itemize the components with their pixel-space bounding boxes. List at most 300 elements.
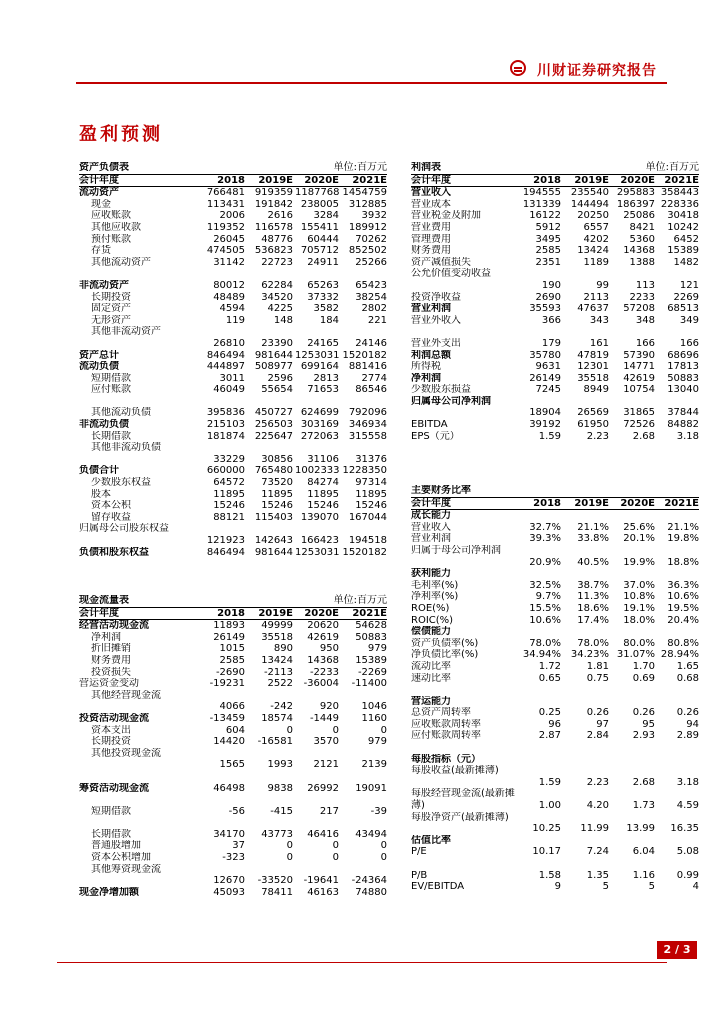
row-label: 估值比率 [411,834,451,846]
row-label: 经营活动现金流 [79,620,149,632]
row-value: 46416 [307,828,339,840]
row-label: EBITDA [411,419,448,431]
row-value: 846494 [206,349,245,361]
row-value: 2616 [267,210,293,222]
row-value: 0.26 [676,707,699,719]
row-value: 9631 [535,361,561,373]
row-value: 97314 [355,477,387,489]
row-value: 0.75 [586,672,609,684]
row-value: 2.93 [632,730,655,742]
row-value: 604 [225,724,245,736]
table-row [411,522,699,534]
row-value: 660000 [206,465,245,477]
row-value: -11400 [351,678,387,690]
row-value: 65263 [307,279,339,291]
row-value: 37 [232,840,245,852]
table-title-row [411,485,699,497]
row-value: 235540 [570,187,609,199]
row-value: 39.3% [529,533,561,545]
row-value: 7245 [535,384,561,396]
row-value: -13459 [209,712,245,724]
header-year: 2018 [217,607,245,619]
row-value: 1015 [219,643,245,655]
row-value: 852502 [348,245,387,257]
row-value: 84882 [667,419,699,431]
row-value: 62284 [261,279,293,291]
page-number: 2 / 3 [657,941,697,959]
row-value: 11893 [213,620,245,632]
row-label: 速动比率 [411,672,451,684]
row-value: 18.6% [577,602,609,614]
row-value: 0 [286,852,293,864]
row-value: 705712 [300,245,339,257]
row-value: 14368 [307,654,339,666]
table-row [411,373,699,385]
row-value: 119 [225,314,245,326]
row-value: 1187768 [295,187,340,199]
row-label: 流动资产 [79,187,119,199]
row-value: 34170 [213,828,245,840]
table-row [79,187,389,199]
row-value: 890 [273,643,293,655]
row-value: 1993 [267,759,293,771]
row-label: 成长能力 [411,510,451,522]
row-value: 26992 [307,782,339,794]
row-value: 444897 [206,361,245,373]
header-year: 2021E [352,174,387,186]
header-year: 2021E [664,174,699,186]
row-label: 投资净收益 [411,291,461,303]
row-value: 10242 [667,221,699,233]
row-value: 179 [541,337,561,349]
table-row [411,338,699,350]
row-value: 0 [286,840,293,852]
row-value: -1449 [309,712,339,724]
table-row [79,643,389,655]
row-value: 18574 [261,712,293,724]
row-label: 营业外收入 [411,314,461,326]
row-value: 1520182 [342,349,387,361]
row-value: 10.25 [532,823,561,835]
row-value: 5360 [629,233,655,245]
table-row [79,477,389,489]
row-value: 1.72 [538,660,561,672]
row-value: 24165 [307,337,339,349]
row-value: 2139 [361,759,387,771]
row-label: 营业利润 [411,303,451,315]
row-value: 48776 [261,233,293,245]
table-row [79,512,389,524]
row-value: 536823 [254,245,293,257]
header-year: 2020E [304,607,339,619]
row-value: 184 [319,314,339,326]
row-value: 1228350 [342,465,387,477]
row-value: 624699 [300,407,339,419]
row-value: -242 [270,701,293,713]
row-value: 1.59 [538,430,561,442]
row-label: 资本支出 [91,724,131,736]
row-value: 366 [541,314,561,326]
table-row [411,533,699,545]
row-value: 1.81 [586,660,609,672]
row-label: 股本 [91,488,111,500]
row-value: 0.65 [538,672,561,684]
row-value: 186397 [616,198,655,210]
row-value: 68696 [667,349,699,361]
row-value: 95 [642,718,655,730]
row-value: 97 [596,718,609,730]
row-value: 1160 [361,712,387,724]
table-row [411,696,699,708]
row-label: 投资活动现金流 [79,712,149,724]
table-header-row [411,175,699,188]
cashflow-table [79,595,389,898]
row-value: 84274 [307,477,339,489]
row-value: 0.25 [538,707,561,719]
table-row [411,719,699,731]
row-value: 31.07% [616,649,655,661]
table-row [411,649,699,661]
row-value: 2351 [535,256,561,268]
row-label: 投资损失 [91,666,131,678]
row-value: 920 [319,701,339,713]
row-value: 13424 [261,654,293,666]
row-value: 15389 [667,245,699,257]
row-value: 30856 [261,453,293,465]
row-label: 营业税金及附加 [411,210,481,222]
table-row [411,707,699,719]
table-row [79,419,389,431]
table-row [79,864,389,887]
row-value: 60444 [307,233,339,245]
row-value: 15246 [213,500,245,512]
financial-ratios-table [411,485,699,893]
row-value: 0.69 [632,672,655,684]
table-row [79,523,389,546]
row-value: 19.9% [623,556,655,568]
row-value: 71653 [307,384,339,396]
row-label: 短期借款 [91,372,131,384]
row-value: 2596 [267,372,293,384]
header-label: 会计年度 [411,174,451,186]
row-label: 应收账款 [91,210,131,222]
table-title: 资产负债表 [79,162,129,173]
row-value: 315558 [348,430,387,442]
row-value: 1.35 [586,869,609,881]
table-row [411,210,699,222]
row-value: 80.0% [623,637,655,649]
row-value: 54628 [355,620,387,632]
row-value: 272063 [300,430,339,442]
income-statement-table [411,162,699,442]
row-value: 2774 [361,372,387,384]
row-label: 每股净资产(最新摊薄) [411,811,509,823]
row-label: 筹资活动现金流 [79,782,149,794]
row-value: 32.7% [529,521,561,533]
row-value: 15246 [261,500,293,512]
row-value: 31106 [307,453,339,465]
row-value: 8949 [583,384,609,396]
row-value: -16581 [257,736,293,748]
table-title: 现金流量表 [79,595,129,606]
row-value: 17813 [667,361,699,373]
row-value: 46498 [213,782,245,794]
row-value: 119352 [206,221,245,233]
row-label: 资产负债率(%) [411,637,479,649]
row-value: 11895 [355,488,387,500]
row-label: 流动比率 [411,660,451,672]
row-label: 长期借款 [91,430,131,442]
row-value: 70262 [355,233,387,245]
header-year: 2019E [258,174,293,186]
row-value: 5 [648,881,655,893]
row-value: 346934 [348,419,387,431]
row-label: 营业成本 [411,198,451,210]
table-row [411,384,699,396]
row-label: 存货 [91,245,111,257]
row-value: 121923 [206,535,245,546]
table-row [411,361,699,373]
row-value: 3284 [313,210,339,222]
row-label: 其他非流动负债 [91,442,161,454]
row-value: 19.8% [667,533,699,545]
row-value: 256503 [254,419,293,431]
row-value: 11895 [213,488,245,500]
row-label: 普通股增加 [91,840,141,852]
row-value: 1.70 [632,660,655,672]
row-value: 166 [635,337,655,349]
row-label: 营运资金变动 [79,678,139,690]
row-label: 归属母公司股东权益 [79,523,169,535]
row-value: 1253031 [295,546,340,558]
table-row [79,373,389,385]
row-value: 2233 [629,291,655,303]
row-value: 950 [319,643,339,655]
row-value: 26045 [213,233,245,245]
row-value: 32.5% [529,579,561,591]
row-label: 归属于母公司净利润 [411,544,501,556]
page-title: 盈利预测 [79,124,163,145]
table-row [411,292,699,304]
row-label: 营运能力 [411,695,451,707]
table-row [411,245,699,257]
row-value: 38.7% [577,579,609,591]
row-value: 26569 [577,407,609,419]
row-value: 39192 [529,419,561,431]
table-row [79,268,389,280]
row-value: 26810 [213,337,245,349]
row-value: 343 [589,314,609,326]
row-value: 1002333 [295,465,340,477]
table-title-row [79,162,389,174]
table-row [411,765,699,788]
row-value: 9838 [267,782,293,794]
row-value: 19.1% [623,602,655,614]
brand-name: 川财证券研究报告 [537,63,657,79]
row-value: 4225 [267,303,293,315]
table-row [79,632,389,644]
row-value: 86546 [355,384,387,396]
row-value: 61950 [577,419,609,431]
row-value: 0 [380,724,387,736]
table-row [411,603,699,615]
row-label: 少数股东权益 [91,477,151,489]
row-label: 净负债比率(%) [411,649,479,661]
table-row [79,713,389,725]
table-row [79,234,389,246]
row-value: 37332 [307,291,339,303]
row-value: 21.1% [577,521,609,533]
row-value: 16.35 [670,823,699,835]
table-unit: 单位:百万元 [645,162,699,173]
row-value: 881416 [348,361,387,373]
row-value: 979 [367,736,387,748]
row-label: 利润总额 [411,349,451,361]
row-label: ROIC(%) [411,614,454,626]
header-year: 2019E [574,174,609,186]
table-row [79,887,389,899]
table-row [79,667,389,679]
row-label: P/E [411,846,427,858]
table-row [79,384,389,396]
row-value: 11895 [307,488,339,500]
row-label: 其他流动资产 [91,256,151,268]
row-value: 55654 [261,384,293,396]
row-label: ROE(%) [411,602,450,614]
header-year: 2020E [620,497,655,509]
row-value: 1.59 [538,776,561,788]
table-row [79,620,389,632]
row-label: 营业收入 [411,187,451,199]
row-value: 0.68 [676,672,699,684]
row-value: 699164 [300,361,339,373]
row-value: 42619 [623,372,655,384]
table-row [411,268,699,291]
row-value: 30418 [667,210,699,222]
row-value: 80012 [213,279,245,291]
row-label: 营业利润 [411,533,451,545]
header-year: 2020E [620,174,655,186]
row-value: 194518 [348,535,387,546]
table-row [79,489,389,501]
row-value: 348 [635,314,655,326]
row-value: 78411 [261,886,293,898]
row-value: 238005 [300,198,339,210]
row-value: 1.16 [632,869,655,881]
row-label: 留存收益 [91,511,131,523]
row-value: 0 [380,840,387,852]
row-value: -2233 [309,666,339,678]
row-value: 189912 [348,221,387,233]
row-value: 21.1% [667,521,699,533]
table-row [411,788,699,811]
row-value: 57390 [623,349,655,361]
row-value: 846494 [206,546,245,558]
row-value: 15246 [307,500,339,512]
row-value: 88121 [213,511,245,523]
row-value: 450727 [254,407,293,419]
table-row [411,222,699,234]
row-value: 2.68 [632,776,655,788]
row-value: 47637 [577,303,609,315]
row-value: 2802 [361,303,387,315]
row-value: 31142 [213,256,245,268]
row-value: 919359 [254,187,293,199]
row-value: 26149 [213,631,245,643]
row-label: 负债和股东权益 [79,546,149,558]
table-row [79,245,389,257]
table-row [411,754,699,766]
footer-divider [57,962,667,963]
row-value: 37844 [667,407,699,419]
row-value: -19641 [303,875,339,887]
table-row [79,280,389,292]
row-label: 管理费用 [411,233,451,245]
row-value: 34520 [261,291,293,303]
table-row [411,545,699,568]
row-label: 其他应收款 [91,221,141,233]
row-value: 74880 [355,886,387,898]
row-value: 2813 [313,372,339,384]
row-value: 65423 [355,279,387,291]
row-value: 28.94% [660,649,699,661]
row-value: 161 [589,337,609,349]
row-label: 每股经营现金流(最新摊薄) [411,788,515,812]
row-value: 35780 [529,349,561,361]
row-label: 资本公积 [91,500,131,512]
row-value: 20620 [307,620,339,632]
row-value: 2585 [535,245,561,257]
row-value: 1189 [583,256,609,268]
row-label: 净利率(%) [411,591,459,603]
row-value: -415 [270,805,293,817]
row-value: 3582 [313,303,339,315]
table-row [79,361,389,373]
table-row [79,199,389,211]
row-label: 现金净增加额 [79,886,139,898]
row-label: 每股指标（元） [411,753,481,765]
row-value: 395836 [206,407,245,419]
row-value: -2269 [357,666,387,678]
row-value: 1.00 [538,800,561,812]
row-value: 34.23% [570,649,609,661]
row-label: 公允价值变动收益 [411,268,491,280]
table-row [411,326,699,338]
row-value: 1454759 [342,187,387,199]
table-row [411,510,699,522]
table-row [411,257,699,269]
row-value: 19.5% [667,602,699,614]
table-row [79,829,389,841]
table-row [411,846,699,858]
row-value: 765480 [254,465,293,477]
row-value: 0.26 [586,707,609,719]
row-label: 其他经营现金流 [91,689,161,701]
table-header-row [79,608,387,621]
row-label: 无形资产 [91,314,131,326]
row-value: 225647 [254,430,293,442]
table-row [411,199,699,211]
table-row [79,315,389,327]
row-value: 2.68 [632,430,655,442]
table-row [411,580,699,592]
row-value: 31865 [623,407,655,419]
row-value: 15.5% [529,602,561,614]
row-value: 37.0% [623,579,655,591]
row-label: 偿债能力 [411,626,451,638]
row-value: 1.58 [538,869,561,881]
row-value: 981644 [254,349,293,361]
